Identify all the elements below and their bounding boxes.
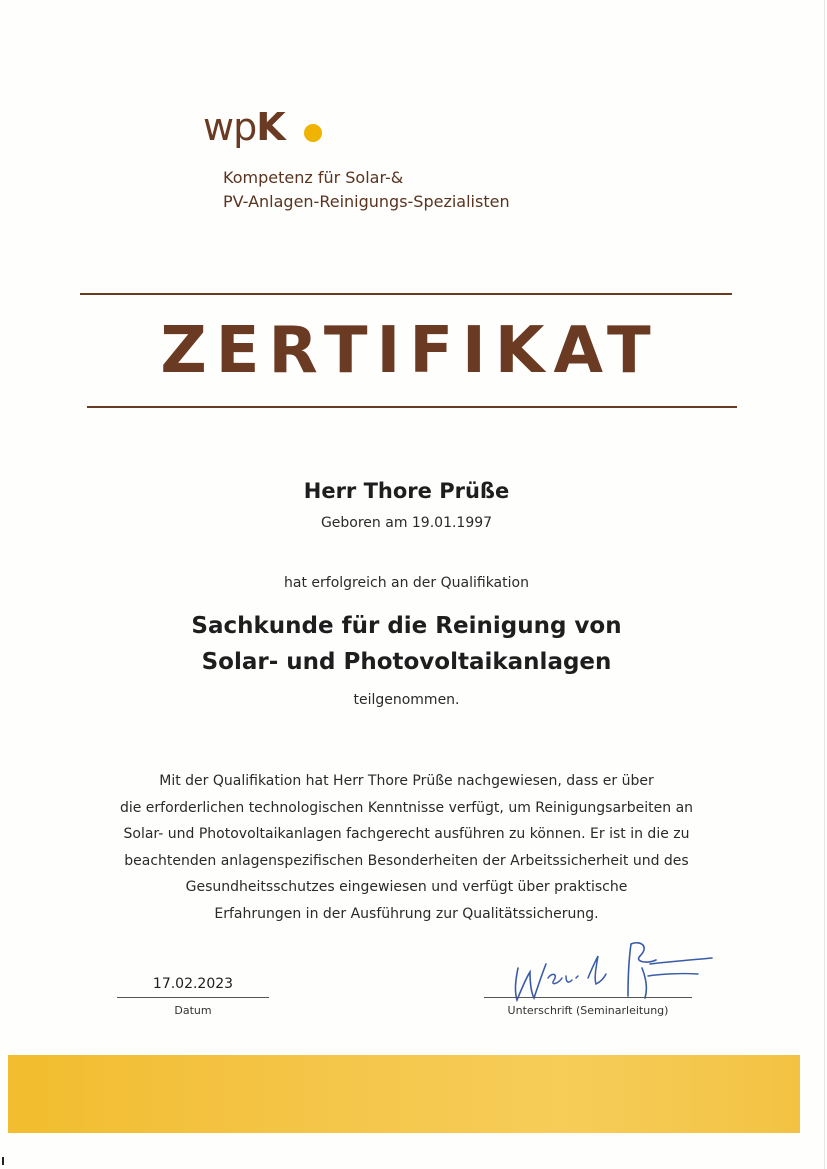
body-line: Erfahrungen in der Ausführung zur Qualitätssicherung. xyxy=(214,905,599,922)
date-line xyxy=(117,997,269,998)
tagline xyxy=(223,166,510,214)
title-rule-bottom xyxy=(87,406,737,408)
tagline-line-1: Kompetenz für Solar-& xyxy=(223,168,404,187)
intro-text: hat erfolgreich an der Qualifikation xyxy=(284,575,529,591)
scan-edge-line xyxy=(824,0,825,1169)
certificate-title: ZERTIFIKAT xyxy=(160,314,660,388)
logo-dot-icon xyxy=(304,124,322,142)
body-line: die erforderlichen technologischen Kenntnisse verfügt, um Reinigungsarbeiten an xyxy=(119,799,694,816)
qualification-title xyxy=(0,608,813,680)
participated-text: teilgenommen. xyxy=(353,692,460,708)
footer-gold-band xyxy=(8,1055,800,1133)
wpk-logo xyxy=(203,105,285,149)
body-line: Mit der Qualifikation hat Herr Thore Prüße nachgewiesen, dass er über xyxy=(159,773,654,789)
body-line: Solar- und Photovoltaikanlagen fachgerecht ausführen zu können. Er ist in die zu xyxy=(123,826,690,842)
recipient-birthdate: Geboren am 19.01.1997 xyxy=(320,515,493,531)
body-line: Gesundheitsschutzes eingewiesen und verfügt über praktische xyxy=(185,879,628,895)
signature-image xyxy=(500,938,720,1002)
certificate-body xyxy=(0,768,813,927)
qualification-line-2: Solar- und Photovoltaikanlagen xyxy=(201,649,612,675)
qualification-line-1: Sachkunde für die Reinigung von xyxy=(191,613,622,639)
signature-label: Unterschrift (Seminarleitung) xyxy=(507,1004,669,1017)
scan-mark xyxy=(2,1157,4,1165)
logo-wp-text: wp xyxy=(203,105,257,149)
date-label: Datum xyxy=(174,1004,212,1017)
signature-line xyxy=(484,997,692,998)
tagline-line-2: PV-Anlagen-Reinigungs-Spezialisten xyxy=(223,192,510,211)
logo-k-text: K xyxy=(256,105,285,149)
recipient-name: Herr Thore Prüße xyxy=(303,479,510,503)
issue-date: 17.02.2023 xyxy=(152,976,234,992)
body-line: beachtenden anlagenspezifischen Besonderheiten der Arbeitssicherheit und des xyxy=(124,852,689,869)
title-rule-top xyxy=(80,293,732,295)
